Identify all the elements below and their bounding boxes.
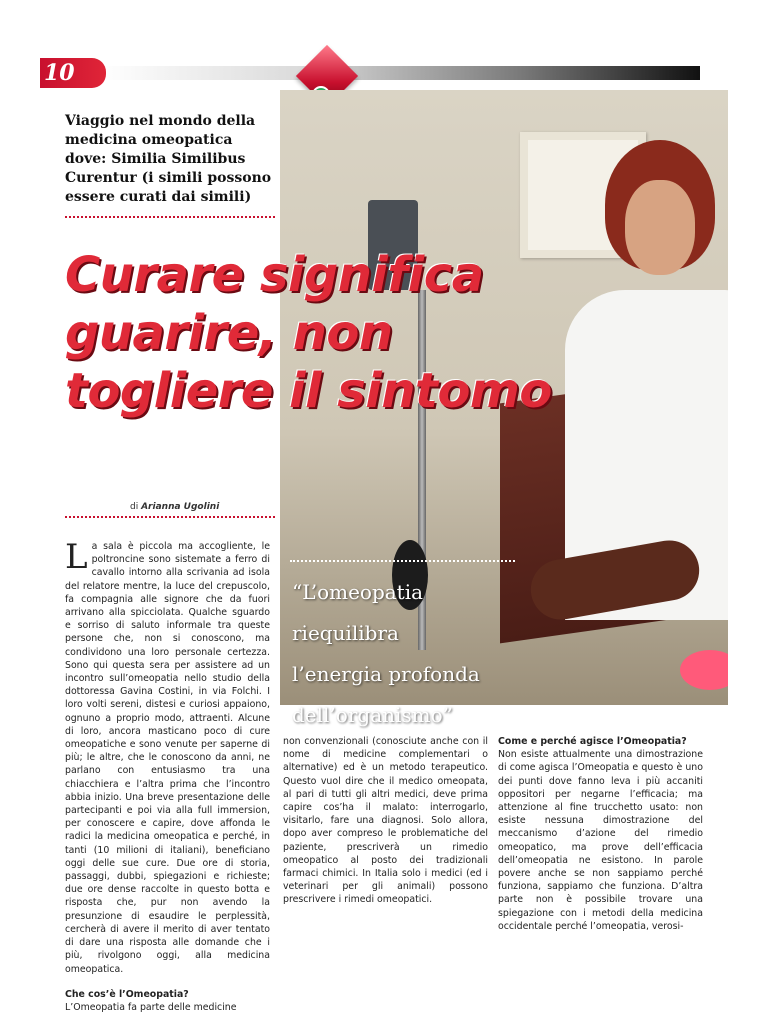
col1-paragraph-2: L’Omeopatia fa parte delle medicine — [65, 1001, 237, 1013]
article-deck: Viaggio nel mondo della medicina omeopatica dove: Similia Similibus Curentur (i simili possono essere curati dai simili) — [65, 113, 272, 205]
drop-cap: L — [65, 537, 88, 577]
byline-divider — [65, 516, 275, 518]
author-name: Arianna Ugolini — [141, 502, 220, 512]
quote-top-divider — [290, 560, 515, 562]
headline-line-3: togliere il sintomo — [65, 363, 552, 419]
headline-line-2: guarire, non — [65, 305, 393, 361]
subhead-what-is: Che cos’è l’Omeopatia? — [65, 988, 189, 1000]
body-column-1 — [65, 537, 270, 1014]
deck-divider — [65, 216, 275, 218]
pull-quote-line-1: “L’omeopatia — [292, 580, 424, 604]
subhead-how-why: Come e perché agisce l’Omeopatia? — [498, 736, 687, 747]
body-column-2 — [283, 735, 488, 907]
photo-patient-shoe — [680, 650, 728, 690]
byline-prefix: di — [130, 502, 139, 512]
pull-quote-line-4: dell’organismo” — [292, 703, 453, 727]
header-gradient-bar — [100, 66, 700, 80]
page-number: 10 — [44, 60, 75, 86]
col3-paragraph-1: Non esiste attualmente una dimostrazione di come agisca l’Omeopatia e questo è uno dei punti dove fanno leva i più accaniti oppositori per negarne l’efficacia; ma attenzione al fine trucchetto usato: non esiste nessuna dimostrazione del meccanismo d’azione del rimedio omeopatico, ma prove dell’efficacia dell’omeopatia ne esistono. In parole povere anche se non sappiamo perché funziona, sappiamo che funziona. D’altra parte non è possibile trovare una spiegazione con i metodi della medicina occidentale perché l’omeopatia, verosi- — [498, 749, 703, 932]
col2-paragraph-1: non convenzionali (conosciute anche con il nome di medicine complementari o alternative) ed è un metodo terapeutico. Questo vuol dire che il medico omeopata, al pari di tutti gli altri medici, deve prima capire cos’ha il malato: interrogarlo, visitarlo, fare una diagnosi. Solo allora, dopo aver compreso le problematiche del paziente, prescriverà un rimedio omeopatico al posto dei tradizionali farmaci chimici. In Italia solo i medici (ed i veterinari per gli animali) possono prescrivere i rimedi omeopatici. — [283, 736, 488, 906]
article-headline — [65, 246, 705, 420]
intro-text: a sala è piccola ma accogliente, le poltroncine sono sistemate a ferro di cavallo intorno alla scrivania ad isola del relatore mentre, la luce del crepuscolo, fa compagnia alle signore che da fuori arrivano alla spicciolata. Qualche sguardo e sorriso di saluto informale tra queste persone che, non si conoscono, ma condividono una loro personale certezza. Sono qui questa sera per assistere ad un incontro sull’omeopatia nello studio della dottoressa Gavina Costini, in via Folchi. I loro volti sereni, distesi e curiosi appaiono, ognuno a proprio modo, attraenti. Alcune di loro, ancora masticano poco di cure omeopatiche e sono venute per saperne di più; le altre, che le conoscono da anni, ne parlano con entusiasmo tra una chiacchiera e l’altra prima che l’incontro abbia inizio. Una breve presentazione delle partecipanti e poi via alla full immersion, per conoscere e capire, dove affonda le radici la medicina omeopatica e perché, in tanti (10 milioni di italiani), beneficiano oggi delle sue cure. Due ore di storia, passaggi, dubbi, spiegazioni e richieste; due ore dense raccolte in questo botta e risposta che, pur non avendo la presunzione di esaudire le perplessità, cercherà di avere il merito di aver tentato di dare una risposta alle domande che i più, rivolgono oggi, alla medicina omeopatica. — [65, 541, 270, 975]
body-column-3 — [498, 735, 703, 933]
byline — [130, 502, 219, 512]
pull-quote-line-2: riequilibra — [292, 621, 399, 645]
pull-quote — [292, 572, 512, 736]
intro-paragraph — [65, 537, 270, 976]
pull-quote-line-3: l’energia profonda — [292, 662, 480, 686]
headline-line-1: Curare significa — [65, 247, 484, 303]
